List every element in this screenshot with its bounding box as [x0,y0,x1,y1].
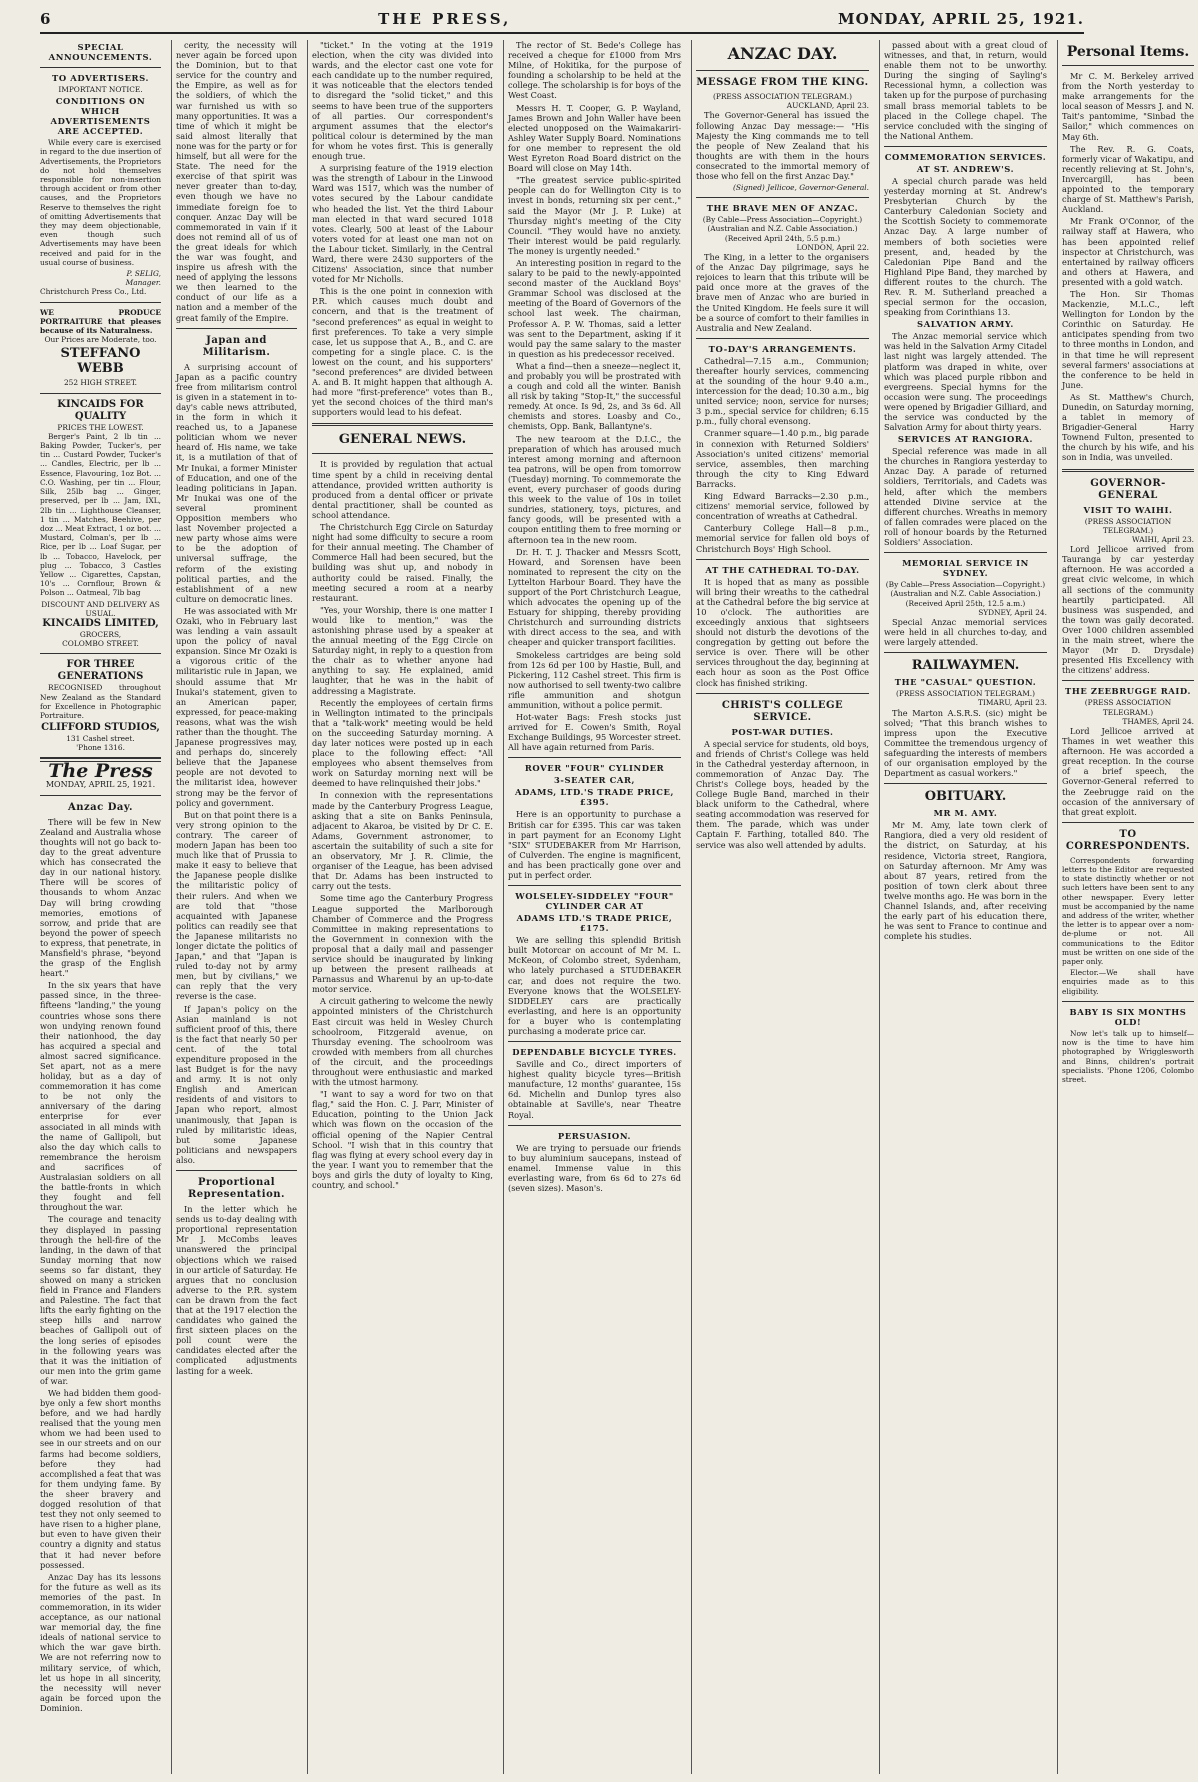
clifford-address: 131 Cashel street. [66,734,135,744]
divider [884,146,1047,147]
news-paragraph: "Yes, your Worship, there is one matter I would like to mention," was the astonishing phrase used by a speaker at the annual meeting of the Egg Circle on Saturday night, in reply to a question from the chair as to whether anyone had anything to say. He explained, amid laughter, that he was in the habit of addressing a Magistrate. [312,604,493,696]
prices-moderate: Our Prices are Moderate, too. [44,335,157,345]
news-paragraph: The Hon. Sir Thomas Mackenzie, M.L.C., left Wellington for London by the Corinthic on Saturday. He anticipates spending from two to three months in London, and in that time he will represent several farmers' associations at the conference to be held in June. [1062,288,1194,390]
dateline: AUCKLAND, April 23. [786,101,869,111]
news-paragraph: Hot-water Bags: Fresh stocks just arrived for E. Cowen's Smith, Royal Exchange Buildings, 95 Worcester street. All have again returned from Paris. [508,712,681,753]
st-andrews-heading: AT ST. ANDREW'S. [916,163,1015,174]
persuasion-heading: PERSUASION. [557,1130,632,1141]
editorial-paragraph: "ticket." In the voting at the 1919 election, when the city was divided into wards, and the elector cast one vote for each candidate up to the number required, it was noticeable that the electors tended to disregard the "solid ticket," and this seems to have been true of the supporters of all parties. Our correspondent's argument assumes that the elector's political colour is determined by the man for whom he votes first. This is generally enough true. [312,40,493,162]
divider [508,1041,681,1042]
news-paragraph: Special reference was made in all the churches in Rangiora yesterday to Anzac Day. A parade of returned soldiers, Territorials, and Cadets was held, after which the members attended Divine service at the different churches. Wreaths in memory of fallen comrades were placed on the roll of honour boards by the Returned Soldiers' Association. [884,446,1047,548]
signer-role: Manager. [125,278,161,288]
divider [312,423,493,426]
rover-ad-text: Here is an opportunity to purchase a British car for £395. This car was taken in part payment for an Economy Light "SIX" STUDEBAKER from Mr Harrison, of Culverden. The engine is magnificent, and has been practically gone over and put in perfect order. [508,809,681,881]
news-paragraph: A special church parade was held yesterday morning at St. Andrew's Presbyterian Church by the Canterbury Caledonian Society and the Scottish Society to commemorate Anzac Day. A large number of members of both societies were present, and, headed by the Caledonian Pipe Band and the Highland Pipe Band, they marched by different routes to the church. The Rev. R. M. Sutherland preached a special sermon for the occasion, speaking from Corinthians 13. [884,175,1047,318]
cable-label: (By Cable—Press Association—Copyright.) (Australian and N.Z. Cable Association.) [702,215,863,234]
arrangements-heading: TO-DAY'S ARRANGEMENTS. [708,343,857,354]
wolseley-price: ADAMS LTD.'S TRADE PRICE, £175. [516,913,673,934]
paper-title: THE PRESS, [378,10,512,28]
editorial-paragraph: The courage and tenacity they displayed in passing through the hell-fire of the landing, in the dawn of that Sunday morning that now seems so far distant, they showed on many a stricken field in France and Flanders and Palestine. The fact that lifts the early fighting on the steep hills and narrow beaches of Gallipoli out of the long series of episodes in the following years was that it was the initiation of our men into the grim game of war. [40,1214,161,1386]
divider [1062,680,1194,681]
portrait-ad: WE PRODUCE PORTRAITURE that pleases because of its Naturalness. [40,307,161,336]
news-paragraph: Smokeless cartridges are being sold from 12s 6d per 100 by Hastie, Bull, and Pickering, 112 Cashel street. This firm is now authorised to sell twenty-two calibre rifle ammunition and shotgun ammunition, without a police permit. [508,649,681,710]
news-paragraph: Recently the employees of certain firms in Wellington intimated to the principals that a "talk-work" meeting would be held on the succeeding Saturday morning. A day later notices were posted up in each place to the following effect: "All employees who absent themselves from work on Saturday morning next will be deemed to have relinquished their jobs." [312,697,493,789]
column-1 [40,40,165,1774]
divider [696,693,869,694]
news-paragraph: Messrs H. T. Cooper, G. P. Wayland, James Brown and John Waller have been elected unopposed on the Waimakariri-Ashley Water Supply Board. Nominations for one member to represent the old West Eyreton Road Board district on the Board will close on May 14th. [508,102,681,174]
divider [40,795,161,796]
rover-subheading: 3-SEATER CAR, [553,775,636,786]
editorial-paragraph: A surprising account of Japan as a pacific country free from militarism control is given in a statement in to-day's cable news attributed, in the form in which it reached us, to a Japanese politician whom we never heard of. His name, we take it, is a mutilation of that of Mr Inukai, a former Minister of Education, and one of the leading politicians in Japan. Mr Inukai was one of the several prominent Opposition members who last November projected a new party whose aims were to be the adoption of universal suffrage, the reform of the existing political parties, and the establishment of a new culture on democratic lines. [176,361,297,604]
editorial-paragraph: Anzac Day has its lessons for the future as well as its memories of the past. In commemoration, in its wider acceptance, as our national war memorial day, the fine ideals of national service to which the war gave birth. We are not referring now to military service, of which, let us hope in all sincerity, the necessity will never again be forced upon the Dominion. [40,1571,161,1713]
news-paragraph: A circuit gathering to welcome the newly appointed ministers of the Christchurch East circuit was held in Wesley Church schoolroom, Fitzgerald avenue, on Thursday evening. The schoolroom was crowded with members from all churches of the circuit, and the proceedings throughout were enthusiastic and marked with the utmost harmony. [312,996,493,1088]
column-5 [691,40,873,1774]
obituary-heading: OBITUARY. [924,789,1007,805]
prices-lowest: PRICES THE LOWEST. [57,422,144,432]
persuasion-ad-text: We are trying to persuade our friends to buy aluminium saucepans, instead of enamel. Immense value in this everlasting ware, from 6s 6d to 27s 6d (seven sizes). Mason's. [508,1142,681,1193]
kincaids-title: KINCAIDS FOR QUALITY [57,398,144,422]
divider [1062,469,1194,472]
news-paragraph: Mr M. Amy, late town clerk of Rangiora, died a very old resident of the district, on Saturday, at his residence, Victoria street, Rangiora, on Saturday afternoon. Mr Amy was about 87 years, retired from the position of town clerk about three twelve months ago. He was born in the Channel Islands, and, after receiving the early part of his education there, he was sent to France to continue and complete his studies. [884,820,1047,942]
editorial-paragraph: In the six years that have passed since, in the three-fifteens "landing," the young countries whose sons there won undying renown found their nationhood, the day has acquired a special and almost sacred significance. Set apart, not as a mere holiday, but as a day of commemoration it has come to be not only the anniversary of the daring enterprise for ever associated in all minds with the name of Gallipoli, but also the day which calls to remembrance the heroism and sacrifices of Australasian soldiers on all the battle-fronts in which they fought and fell throughout the war. [40,980,161,1213]
editorial-paragraph: A surprising feature of the 1919 election was the strength of Labour in the Linwood Ward was 1517, which was the number of votes secured by the Labour candidate who headed the list. Yet the third Labour man elected in that ward secured 1018 votes. Clearly, 500 at least of the Labour voters voted for at least one man not on the Labour ticket. Similarly, in the Central Ward, there were 2430 supporters of the Citizens' Association, since that number voted for Mr Nicholls. [312,163,493,285]
visit-waihi-heading: VISIT TO WAIHI. [1083,504,1173,515]
editorial-paragraph: There will be few in New Zealand and Australia whose thoughts will not go back to-day to the great adventure which has consecrated the day in our national history. There will be scores of thousands to whom Anzac Day will bring crowding memories, emotions of sorrow, and pride that are beyond the power of speech to express, that penetrate, in Mansfield's phrase, "beyond the grasp of the English heart." [40,816,161,979]
clifford-phone: 'Phone 1316. [76,743,125,753]
proportional-heading: Proportional Representation. [188,1177,285,1201]
general-news-heading: GENERAL NEWS. [338,432,467,448]
page-number: 6 [40,10,52,28]
editorial-paragraph: But on that point there is a very strong opinion to the contrary. The career of modern Japan has been too much like that of Prussia to make it easy to believe that the Japanese people dislike the militaristic policy of their rulers. And when we are told that "those acquainted with Japanese politics can readily see that the Japanese militarists no longer dictate the politics of Japan," and that "Japan is ruled to-day not by army men, but by civilians," we can reply that the very reverse is the case. [176,809,297,1002]
news-paragraph: Dr. H. T. J. Thacker and Messrs Scott, Howard, and Sorensen have been nominated to represent the city on the Lyttelton Harbour Board. They have the support of the Port Christchurch League, which advocates the opening up of the Estuary for shipping, thereby providing Christchurch and surrounding districts with direct access to the sea, and with cheaper and quicker transport facilities. [508,546,681,648]
column-3 [307,40,497,1774]
signature: (Signed) Jellicoe, Governor-General. [733,183,869,193]
special-announcements-heading: SPECIAL ANNOUNCEMENTS. [48,42,153,62]
news-paragraph: Lord Jellicoe arrived from Tauranga by car yesterday afternoon. He was accorded a great civic welcome, in which all sections of the community heartily participated. All business was suspended, and the town was gaily decorated. Over 1000 children assembled in the main street, where the Mayor (Mr D. Drysdale) presented His Excellency with the citizens' address. [1062,544,1194,676]
newspaper-flag: The Press [48,759,153,782]
dateline: TIMARU, April 23. [978,698,1047,708]
news-paragraph: Mr Frank O'Connor, of the railway staff at Hawera, who has been appointed relief inspector at Christchurch, was entertained by railway officers and others at Hawera, and presented with a gold watch. [1062,216,1194,287]
divider [176,328,297,329]
divider [696,559,869,560]
correspondents-heading: TO CORRESPONDENTS. [1065,828,1191,852]
press-association-label: (PRESS ASSOCIATION TELEGRAM.) [1084,516,1172,535]
news-paragraph: An interesting position in regard to the salary to be paid to the newly-appointed second master of the Auckland Boys' Grammar School was disclosed at the meeting of the Board of Governors of the school last week. The chairman, Professor A. P. W. Thomas, said a letter was sent to the Department, asking if it would pay the same salary to the master in question as his predecessor received. [508,257,681,359]
divider [1062,65,1194,66]
discount-note: DISCOUNT AND DELIVERY AS USUAL. [41,599,160,618]
masthead [40,6,1084,34]
rangiora-heading: SERVICES AT RANGIORA. [897,434,1034,445]
news-paragraph: The Rev. R. G. Coats, formerly vicar of Wakatipu, and recently relieving at St. John's, Invercargill, has been appointed to the temporary charge of St. Matthew's Parish, Auckland. [1062,143,1194,215]
flag-date: MONDAY, APRIL 25, 1921. [45,779,156,789]
news-paragraph: The Anzac memorial service which was held in the Salvation Army Citadel last night was largely attended. The platform was draped in white, over which was placed purple ribbon and evergreens. Special hymns for the occasion were sung. The proceedings were opened by Brigadier Gilliard, and the service was conducted by the Salvation Army for about thirty years. [884,331,1047,433]
news-paragraph: The King, in a letter to the organisers of the Anzac Day pilgrimage, says he rejoices to learn that this tribute will be paid once more at the graves of the brave men of Anzac who are buried in the United Kingdom. He feels sure it will be a source of comfort to their families in Australia and New Zealand. [696,252,869,333]
kincaids-limited: KINCAIDS LIMITED, [42,617,159,629]
news-paragraph: Mr C. M. Berkeley arrived from the North yesterday to make arrangements for the local season of Messrs J. and N. Tait's pantomime, "Sinbad the Sailor," which commences on May 6th. [1062,71,1194,142]
news-paragraph: The rector of St. Bede's College has received a cheque for £1000 from Mrs Milne, of Hokitika, for the purpose of founding a scholarship to be held at the college. The scholarship is for boys of the West Coast. [508,40,681,101]
press-association-label: (PRESS ASSOCIATION TELEGRAM.) [895,689,1036,699]
news-paragraph: The Governor-General has issued the following Anzac Day message:— "His Majesty the King commands me to tell the people of New Zealand that his thoughts are with them in the hours consecrated to the immortal memory of those who fell on the first Anzac Day." [696,110,869,181]
editorial-paragraph: We had bidden them good-bye only a few short months before, and we had hardly realised that the young men whom we had been used to see in our streets and on our farms had become soldiers, before they had accomplished a feat that was for them undying fame. By the sheer bravery and dogged resolution of that test they not only seemed to have risen to a higher plane, but even to have given their country a dignity and status that it had never before possessed. [40,1388,161,1570]
divider [312,453,493,454]
news-paragraph: It is hoped that as many as possible will bring their wreaths to the cathedral at the Cathedral before the big service at 10 o'clock. The authorities are exceedingly anxious that sightseers should not disturb the devotions of the congregation by getting out before the service is over. There will be other services throughout the day, beginning at each hour as soon as the Post Office clock has finished striking. [696,576,870,688]
conditions-text: While every care is exercised in regard to the due insertion of Advertisements, the Proprietors do not hold themselves responsible for non-insertion through accident or from other causes, and the Proprietors Reserve to themselves the right of omitting Advertisements that they may deem objectionable, even though such Advertisements may have been received and paid for in the usual course of business. [40,138,161,267]
editorial-paragraph: This is the one point in connexion with P.R. which causes much doubt and concern, and that is the treatment of "second preferences" as equal in weight to first preferences. To take a very simple case, let us suppose that A., B., and C. are competing for a single place. C. is the lowest on the count, and his supporters' "second preferences" are divided between A. and B. It might happen that although A. had more "first-preference" votes than B., yet the second choices of the third man's supporters would lead to his defeat. [312,286,493,418]
arrangement-item: Cranmer square—1.40 p.m., big parade in connexion with Returned Soldiers' Association's united citizens' memorial service, assembles, then marching through the city to King Edward Barracks. [696,428,869,489]
cable-label: (By Cable—Press Association—Copyright.) (Australian and N.Z. Cable Association.) [885,580,1046,599]
divider [1062,822,1194,823]
news-paragraph: The Christchurch Egg Circle on Saturday night had some difficulty to secure a room for their annual meeting. The Chamber of Commerce Hall had been secured, but the building was shut up, and nobody in authority could be raised. Finally, the meeting secured a room at a nearby restaurant. [312,522,493,603]
news-paragraph: "The greatest service public-spirited people can do for Wellington City is to invest in bonds, returning six per cent.," said the Mayor (Mr J. P. Luke) at Thursday night's meeting of the City Council. "They would have no anxiety. Their interest would be paid regularly. The money is urgently needed." [508,175,681,256]
anzac-editorial-heading: Anzac Day. [67,801,134,813]
divider [884,552,1047,553]
arrangement-item: King Edward Barracks—2.30 p.m., citizens' memorial service, followed by concentration of wreaths at Cathedral. [696,491,869,522]
dateline: THAMES, April 24. [1122,716,1194,726]
rover-heading: ROVER "FOUR" CYLINDER [524,763,665,774]
news-paragraph: "I want to say a word for two on that flag," said the Hon. C. J. Parr, Minister of Education, pointing to the Union Jack which was flown on the occasion of the official opening of the Napier Central School. "I wish that in this country that flag was flying at every school every day in the year. I want you to remember that the boys and girls the duty of loyalty to King, country, and school." [312,1089,493,1191]
railwaymen-heading: RAILWAYMEN. [911,658,1020,674]
news-paragraph: Special Anzac memorial services were held in all churches to-day, and were largely attended. [884,616,1047,648]
three-generations: FOR THREE GENERATIONS [57,659,144,683]
column-7 [1057,40,1198,1774]
columns [40,40,1194,1774]
press-association-label: (PRESS ASSOCIATION TELEGRAM.) [1084,698,1172,717]
steffano-address: 252 HIGH STREET. [63,378,138,388]
clifford-studios: CLIFFORD STUDIOS, [41,722,160,734]
baby-ad-text: Now let's talk up to himself—now is the time to have him photographed by Wrigglesworth and Binns, children's portrait specialists. 'Phone 1206, Colombo street. [1062,1028,1194,1084]
received-label: (Received April 25th, 12.5 a.m.) [905,598,1026,608]
arrangement-item: Canterbury College Hall—8 p.m., memorial service for fallen old boys of Christchurch Boys' High School. [696,523,869,554]
wolseley-ad-text: We are selling this splendid British built Motorcar on account of Mr M. L. McKeon, of Colombo street, Sydenham, who lately purchased a STUDEBAKER car, and does not require the two. Everyone knows that the WOLSELEY-SIDDELEY cars are practically everlasting, and here is an opportunity for a buyer who is contemplating purchasing a moderate price car. [508,935,681,1036]
news-paragraph: The Marton A.S.R.S. (sic) might be solved; "That this branch wishes to impress upon the Executive Committee the tremendous urgency of safeguarding the interests of members of our organisation employed by the Department as casual workers." [884,707,1047,779]
post-war-heading: POST-WAR DUTIES. [731,726,834,737]
divider [40,302,161,303]
arrangement-item: Cathedral—7.15 a.m., Communion; thereafter hourly services, commencing at the sounding of the hour 9.40 a.m., intercession for the dead; 10.30 a.m., big united service; noon, service for nurses; 3 p.m., special service for children; 6.15 p.m., fully choral evensong. [696,355,869,427]
news-paragraph: passed about with a great cloud of witnesses, and that, in return, would enable them not to be unworthy. During the singing of Sayling's Recessional hymn, a collection was taken up for the purpose of purchasing small brass memorial tablets to be placed in the College chapel. The service concluded with the singing of the National Anthem. [884,40,1047,141]
dateline: SYDNEY, April 24. [978,607,1047,617]
grocers-label: GROCERS, [79,629,122,639]
rover-price: ADAMS, LTD.'S TRADE PRICE, £395. [515,787,674,808]
zeebrugge-heading: THE ZEEBRUGGE RAID. [1065,686,1191,697]
dateline: LONDON, April 22. [796,242,869,252]
elector-reply: Elector.—We shall have enquiries made as to this eligibility. [1062,968,1194,996]
salvation-army-heading: SALVATION ARMY. [917,319,1014,330]
dateline: WAIHI, April 23. [1132,534,1194,544]
news-paragraph: It is provided by regulation that actual time spent by a child in receiving dental attendance, provided written authority is produced from a dental officer or private dental practitioner, shall be counted as school attendance. [312,459,493,520]
editorial-paragraph: In the letter which he sends us to-day dealing with proportional representation Mr J. McCombs leaves unanswered the principal objections which we raised in our article of Saturday. He argues that no conclusion adverse to the P.R. system can be drawn from the fact that at the 1917 election the candidates who gained the first sixteen places on the poll count were the candidates elected after the complicated adjustments lasting for a week. [176,1204,297,1376]
divider [508,1125,681,1126]
editorial-paragraph: cerity, the necessity will never again be forced upon the Dominion, but to that service for the country and the Empire, as well as for the soldiers, of which the war furnished us with so many opportunities. It was a time of which it might be said almost literally that none was for the party or for himself, but all were for the State. The need for the exercise of that spirit was never greater than to-day, even though we have no immediate foreign foe to conquer. Anzac Day will be commemorated in vain if it does not remind all of us of the great ideals for which the war was fought, and inspire us afresh with the need of applying the lessons we then learned to the conduct of our life as a nation and a member of the great family of the Empire. [176,40,297,323]
divider [884,783,1047,784]
cathedral-heading: AT THE CATHEDRAL TO-DAY. [705,564,860,575]
baby-ad-heading: BABY IS SIX MONTHS OLD! [1069,1006,1187,1027]
amy-heading: MR M. AMY. [933,808,998,819]
divider [696,70,869,71]
divider [176,1170,297,1171]
editorial-paragraph: He was associated with Mr Ozaki, who in February last was lending a vain assault upon the policy of naval expansion. Since Mr Ozaki is a vigorous critic of the militaristic rule in Japan, we should assume that Mr Inukai's statement, given to an American paper, expressed, for peace-making reasons, what was the wish rather than the thought. The Japanese progressives may, and perhaps do, sincerely believe that the Japanese people are not devoted to the militarist idea, however strong may be the fervor of policy and government. [176,605,297,808]
issue-date: MONDAY, APRIL 25, 1921. [838,10,1084,28]
governor-general-heading: GOVERNOR-GENERAL [1090,477,1166,501]
column-6 [879,40,1051,1774]
wolseley-heading: WOLSELEY-SIDDELEY "FOUR" CYLINDER CAR AT [515,891,674,912]
signer-company: Christchurch Press Co., Ltd. [40,287,147,297]
steffano-webb-ad: STEFFANO WEBB [60,346,141,377]
divider [884,652,1047,653]
christs-college-heading: CHRIST'S COLLEGE SERVICE. [721,699,844,723]
conditions-heading: CONDITIONS ON WHICH ADVERTISEMENTS ARE ACCEPTED. [50,96,151,137]
correspondents-text: Correspondents forwarding letters to the Editor are requested to state distinctly whether or not such letters have been sent to any other newspaper. Every letter must be accompanied by the name and address of the writer, whether the letter is to appear over a nom-de-plume or not. All communications to the Editor must be written on one side of the paper only. [1062,855,1194,967]
japan-heading: Japan and Militarism. [202,334,271,358]
bicycle-heading: DEPENDABLE BICYCLE TYRES. [512,1047,677,1058]
divider [508,757,681,758]
sydney-heading: MEMORIAL SERVICE IN SYDNEY. [902,558,1029,579]
column-4 [503,40,685,1774]
news-paragraph: Lord Jellicoe arrived at Thames in wet weather this afternoon. He was accorded a great reception. In the course of a brief speech, the Governor-General referred to the Zeebrugge raid on the occasion of the anniversary of that great exploit. [1062,726,1194,817]
important-notice: IMPORTANT NOTICE. [58,85,143,94]
casual-heading: THE "CASUAL" QUESTION. [894,677,1037,688]
bicycle-ad-text: Saville and Co., direct importers of highest quality bicycle tyres—British manufacture, 12 months' guarantee, 15s 6d. Michelin and Dunlop tyres also obtainable at Saville's, near Theatre Royal. [508,1059,681,1120]
editorial-paragraph: If Japan's policy on the Asian mainland is not sufficient proof of this, there is the fact that nearly 50 per cent. of the total expenditure proposed in the last Budget is for the navy and army. It is not only English and American residents of and visitors to Japan who report, almost unanimously, that Japan is ruled by militaristic ideas, but some Japanese politicians and newspapers also. [176,1003,297,1165]
colombo-street: COLOMBO STREET. [62,639,139,649]
divider [40,393,161,394]
received-label: (Received April 24th, 5.5 p.m.) [724,233,841,243]
press-association-label: (PRESS ASSOCIATION TELEGRAM.) [712,92,853,101]
news-paragraph: Some time ago the Canterbury Progress League supported the Marlborough Chamber of Commerce and the Progress Committee in making representations to the Government in connexion with the proposal that a daily mail and passenger service should be inaugurated by linking up between the present railheads at Parnassus and Wharenui by an up-to-date motor service. [312,893,493,995]
column-2 [171,40,301,1774]
personal-items-heading: Personal Items. [1066,44,1190,60]
anzac-day-heading: ANZAC DAY. [727,44,838,63]
brave-men-heading: THE BRAVE MEN OF ANZAC. [706,203,859,214]
divider [1062,1001,1194,1002]
signer-name: P. SELIG, [126,269,161,279]
divider [696,338,869,339]
price-list: Berger's Paint, 2 lb tin ... Baking Powder, Tucker's, per tin ... Custard Powder, Tucker's ... Candles, Electric, per lb ... Essence, Flavouring, 1oz Bot. ... C.O. Washing, per tin ... Flour, Silk, 25lb bag ... Ginger, preserved, per lb ... Jam, IXL, 2lb tin ... Lighthouse Cleanser, 1 tin ... Matches, Beehive, per doz ... Meat Extract, 1 oz bot. ... Mustard, Colman's, per lb ... Rice, per lb ... Loaf Sugar, per lb ... Tobacco, Havelock, per plug ... Tobacco, 3 Castles Yellow ... Cigarettes, Capstan, 10's ... Cornflour, Brown & Polson ... Oatmeal, 7lb bag [40,431,161,598]
news-paragraph: As St. Matthew's Church, Dunedin, on Saturday morning, a tablet in memory of Brigadier-General Harry Townend Fulton, presented to the church by his wife, and his son in India, was unveiled. [1062,391,1194,463]
divider [508,885,681,886]
divider [40,653,161,654]
commemoration-heading: COMMEMORATION SERVICES. [884,151,1047,162]
message-king-heading: MESSAGE FROM THE KING. [696,77,869,88]
news-paragraph: What a find—then a sneeze—neglect it, and probably you will be prostrated with a cough and cold all the winter. Banish all risk by taking "Stop-It," the successful remedy. At once. Is 9d, 2s, and 3s 6d. All chemists and stores. Loasby and Co., chemists, Opp. Bank, Ballantyne's. [508,360,681,432]
advertisers-heading: TO ADVERTISERS. [52,73,149,83]
recognised-text: RECOGNISED throughout New Zealand as the Standard for Excellence in Photographic Portraiture. [40,683,161,720]
divider [696,197,869,198]
divider [40,67,161,68]
news-paragraph: In connexion with the representations made by the Canterbury Progress League, asking that a site on Banks Peninsula, adjacent to Akaroa, be visited by Dr C. E. Adams, Government astronomer, to ascertain the suitability of such a site for an observatory, Mr J. R. Climie, the organiser of the League, has been advised that Dr. Adams has been instructed to carry out the tests. [312,790,493,892]
news-paragraph: A special service for students, old boys, and friends of Christ's College was held in the Cathedral yesterday afternoon, in commemoration of Anzac Day. The Christ's College boys, headed by the College Bugle Band, marched in their black uniform to the Cathedral, where seating accommodation was reserved for them. The parade, which was under Captain F. Farthing, totalled 840. The service was also well attended by adults. [696,738,869,850]
news-paragraph: The new tearoom at the D.I.C., the preparation of which has aroused much interest among morning and afternoon tea patrons, will be open from tomorrow (Tuesday) morning. To commemorate the event, every purchaser of goods during this week to the value of 10s in toilet sundries, stationery, toys, pictures, and fancy goods, will be presented with a coupon entitling them to free morning or afternoon tea in the new room. [508,433,681,545]
